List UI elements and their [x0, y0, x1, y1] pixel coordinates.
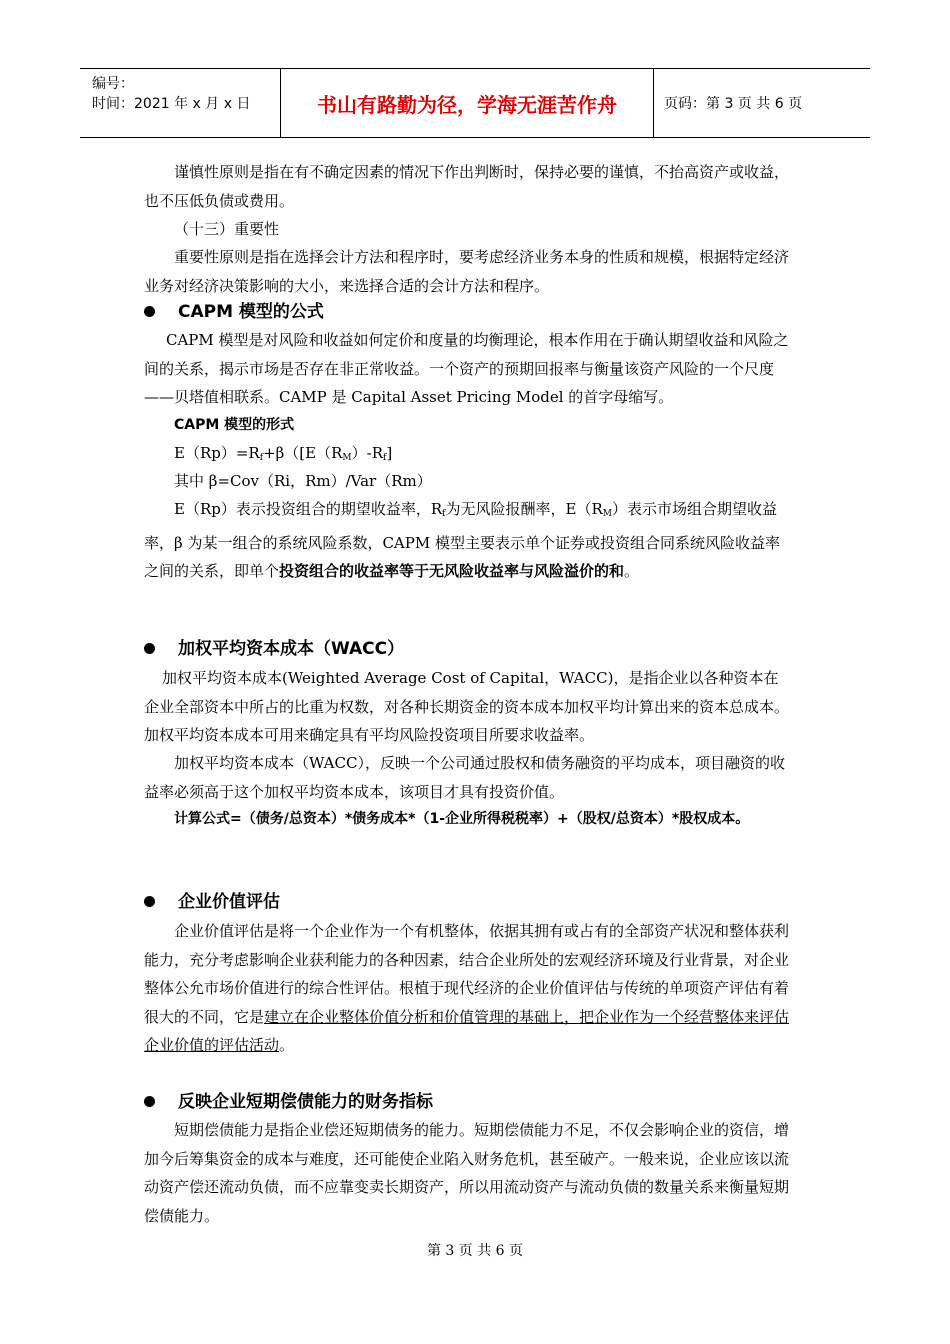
wacc-definition: 加权平均资本成本(Weighted Average Cost of Capital，WACC)，是指企业以各种资本在企业全部资本中所占的比重为权数，对各种长期资金的资本成本加权平均计算出来的资本总成本。加权平均资本成本可用来确定具有平均风险投资项目所要求收益率。 — [144, 669, 790, 744]
capm-form-title: CAPM 模型的形式 — [174, 417, 295, 433]
valuation-heading — [144, 888, 794, 916]
wacc-meaning: 加权平均资本成本（WACC），反映一个公司通过股权和债务融资的平均成本，项目融资的收益率必须高于这个加权平均资本成本，该项目才具有投资价值。 — [144, 754, 785, 801]
materiality-paragraph: 重要性原则是指在选择会计方法和程序时，要考虑经济业务本身的性质和规模，根据特定经济业务对经济决策影响的大小，来选择合适的会计方法和程序。 — [144, 248, 790, 295]
number-label: 编号： — [92, 76, 134, 92]
liquidity-heading — [144, 1088, 794, 1116]
page-header — [80, 68, 870, 138]
bullet-icon — [144, 643, 155, 654]
capm-heading — [144, 298, 794, 326]
bullet-icon — [144, 306, 155, 317]
liquidity-heading-text: 反映企业短期偿债能力的财务指标 — [178, 1092, 433, 1112]
bullet-icon — [144, 1096, 155, 1107]
wacc-heading-text: 加权平均资本成本（WACC） — [178, 639, 405, 659]
header-page-label: 页码：第 3 页 共 6 页 — [664, 96, 803, 112]
header-motto: 书山有路勤为径，学海无涯苦作舟 — [281, 69, 654, 137]
valuation-underlined: 建立在企业整体价值分析和价值管理的基础上，把企业作为一个经营整体来评估企业价值的评估活动 — [144, 1007, 790, 1054]
capm-explanation: E（Rp）表示投资组合的期望收益率，$R_f$为无风险报酬率，$E(R_M)$表示市场组合期望收益率，β 为某一组合的系统风险系数，CAPM 模型主要表示单个证券或投资组合同系统风险收益率之间的关系，即单个投资组合的收益率等于无风险收益率与风险溢价的和。 — [144, 500, 780, 580]
bullet-icon — [144, 896, 155, 907]
capm-heading-text: CAPM 模型的公式 — [178, 302, 324, 322]
valuation-heading-text: 企业价值评估 — [178, 892, 280, 912]
capm-beta-definition: 其中 β=Cov（Ri，Rm）/Var（Rm） — [174, 472, 432, 490]
header-meta — [80, 69, 281, 137]
capm-intro: CAPM 模型是对风险和收益如何定价和度量的均衡理论，根本作用在于确认期望收益和风险之间的关系，揭示市场是否存在非正常收益。一个资产的预期回报率与衡量该资产风险的一个尺度——贝塔值相联系。CAMP 是 Capital Asset Pricing Model 的首字母缩写。 — [144, 331, 789, 406]
wacc-formula: 计算公式=（债务/总资本）*债务成本*（1-企业所得税税率）+（股权/总资本）*股权成本。 — [174, 811, 750, 827]
capm-formula: $E(Rp)=R_f+\beta([E(R_M)-R_f]$ — [174, 444, 393, 463]
wacc-heading — [144, 635, 794, 663]
page-footer: 第 3 页 共 6 页 — [426, 1243, 524, 1259]
liquidity-paragraph: 短期偿债能力是指企业偿还短期债务的能力。短期偿债能力不足，不仅会影响企业的资信，增加今后筹集资金的成本与难度，还可能使企业陷入财务危机，甚至破产。一般来说，企业应该以流动资产偿还流动负债，而不应靠变卖长期资产，所以用流动资产与流动负债的数量关系来衡量短期偿债能力。 — [144, 1121, 790, 1225]
capm-key-statement: 投资组合的收益率等于无风险收益率与风险溢价的和 — [279, 562, 625, 580]
time-label: 时间：2021 年 x 月 x 日 — [92, 96, 251, 112]
prudence-paragraph: 谨慎性原则是指在有不确定因素的情况下作出判断时，保持必要的谨慎，不抬高资产或收益，也不压低负债或费用。 — [144, 163, 790, 210]
materiality-subheading: （十三）重要性 — [174, 220, 280, 238]
valuation-paragraph: 企业价值评估是将一个企业作为一个有机整体，依据其拥有或占有的全部资产状况和整体获利能力，充分考虑影响企业获利能力的各种因素，结合企业所处的宏观经济环境及行业背景，对企业整体公允市场价值进行的综合性评估。根植于现代经济的企业价值评估与传统的单项资产评估有着很大的不同，它是建立在企业整体价值分析和价值管理的基础上，把企业作为一个经营整体来评估企业价值的评估活动。 — [144, 922, 790, 1054]
